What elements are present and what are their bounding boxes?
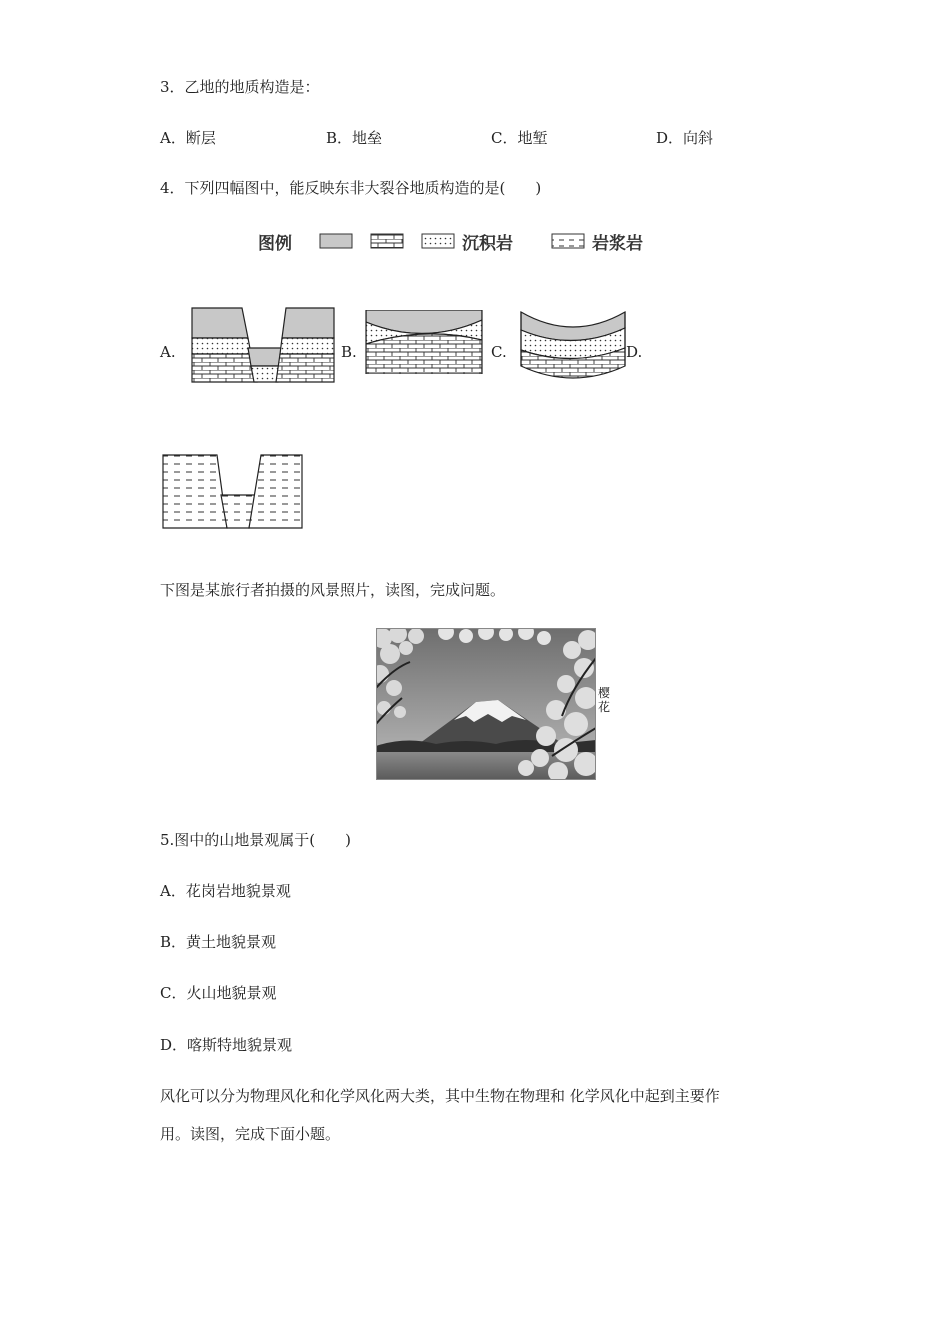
question-3-option-c[interactable]: C．地堑 xyxy=(491,129,548,147)
diagram-option-a-letter[interactable]: A. xyxy=(160,343,176,361)
diagram-option-d-letter[interactable]: D. xyxy=(626,343,643,361)
question-5-option-c[interactable]: C．火山地貌景观 xyxy=(160,984,277,1002)
question-3-option-a[interactable]: A．断层 xyxy=(160,129,216,147)
question-4-stem: 4．下列四幅图中，能反映东非大裂谷地质构造的是( ) xyxy=(160,179,542,197)
legend-swatch-sediment xyxy=(422,234,454,248)
diagram-c-syncline xyxy=(518,308,628,384)
legend-swatch-brick xyxy=(371,234,403,248)
diagram-d-igneous-graben xyxy=(160,452,306,532)
legend-label-sediment: 沉积岩 xyxy=(462,234,513,254)
question-5-stem: 5.图中的山地景观属于( ) xyxy=(160,831,352,849)
legend-label-igneous: 岩浆岩 xyxy=(592,234,643,254)
photo-label-cherry-blossom: 樱花 xyxy=(597,686,610,714)
question-3-stem: 3．乙地的地质构造是： xyxy=(160,78,320,96)
passage-photo-intro: 下图是某旅行者拍摄的风景照片，读图，完成问题。 xyxy=(160,581,506,599)
question-5-option-d[interactable]: D．喀斯特地貌景观 xyxy=(160,1036,293,1054)
diagram-a-graben xyxy=(190,306,338,386)
legend-swatch-gray xyxy=(320,234,352,248)
question-3-option-d[interactable]: D．向斜 xyxy=(656,129,714,147)
question-5-option-b[interactable]: B．黄土地貌景观 xyxy=(160,933,277,951)
diagram-option-b-letter[interactable]: B. xyxy=(341,343,357,361)
passage-weathering-line-2: 用。读图，完成下面小题。 xyxy=(160,1125,341,1143)
legend-swatch-igneous xyxy=(552,234,584,248)
question-5-option-a[interactable]: A．花岗岩地貌景观 xyxy=(160,882,291,900)
legend-title: 图例 xyxy=(258,234,292,254)
passage-weathering-line-1: 风化可以分为物理风化和化学风化两大类，其中生物在物理和 化学风化中起到主要作 xyxy=(160,1087,720,1105)
question-3-option-b[interactable]: B．地垒 xyxy=(326,129,383,147)
landscape-photo xyxy=(376,628,596,780)
diagram-option-c-letter[interactable]: C. xyxy=(491,343,507,361)
diagram-b-fold xyxy=(364,308,484,378)
